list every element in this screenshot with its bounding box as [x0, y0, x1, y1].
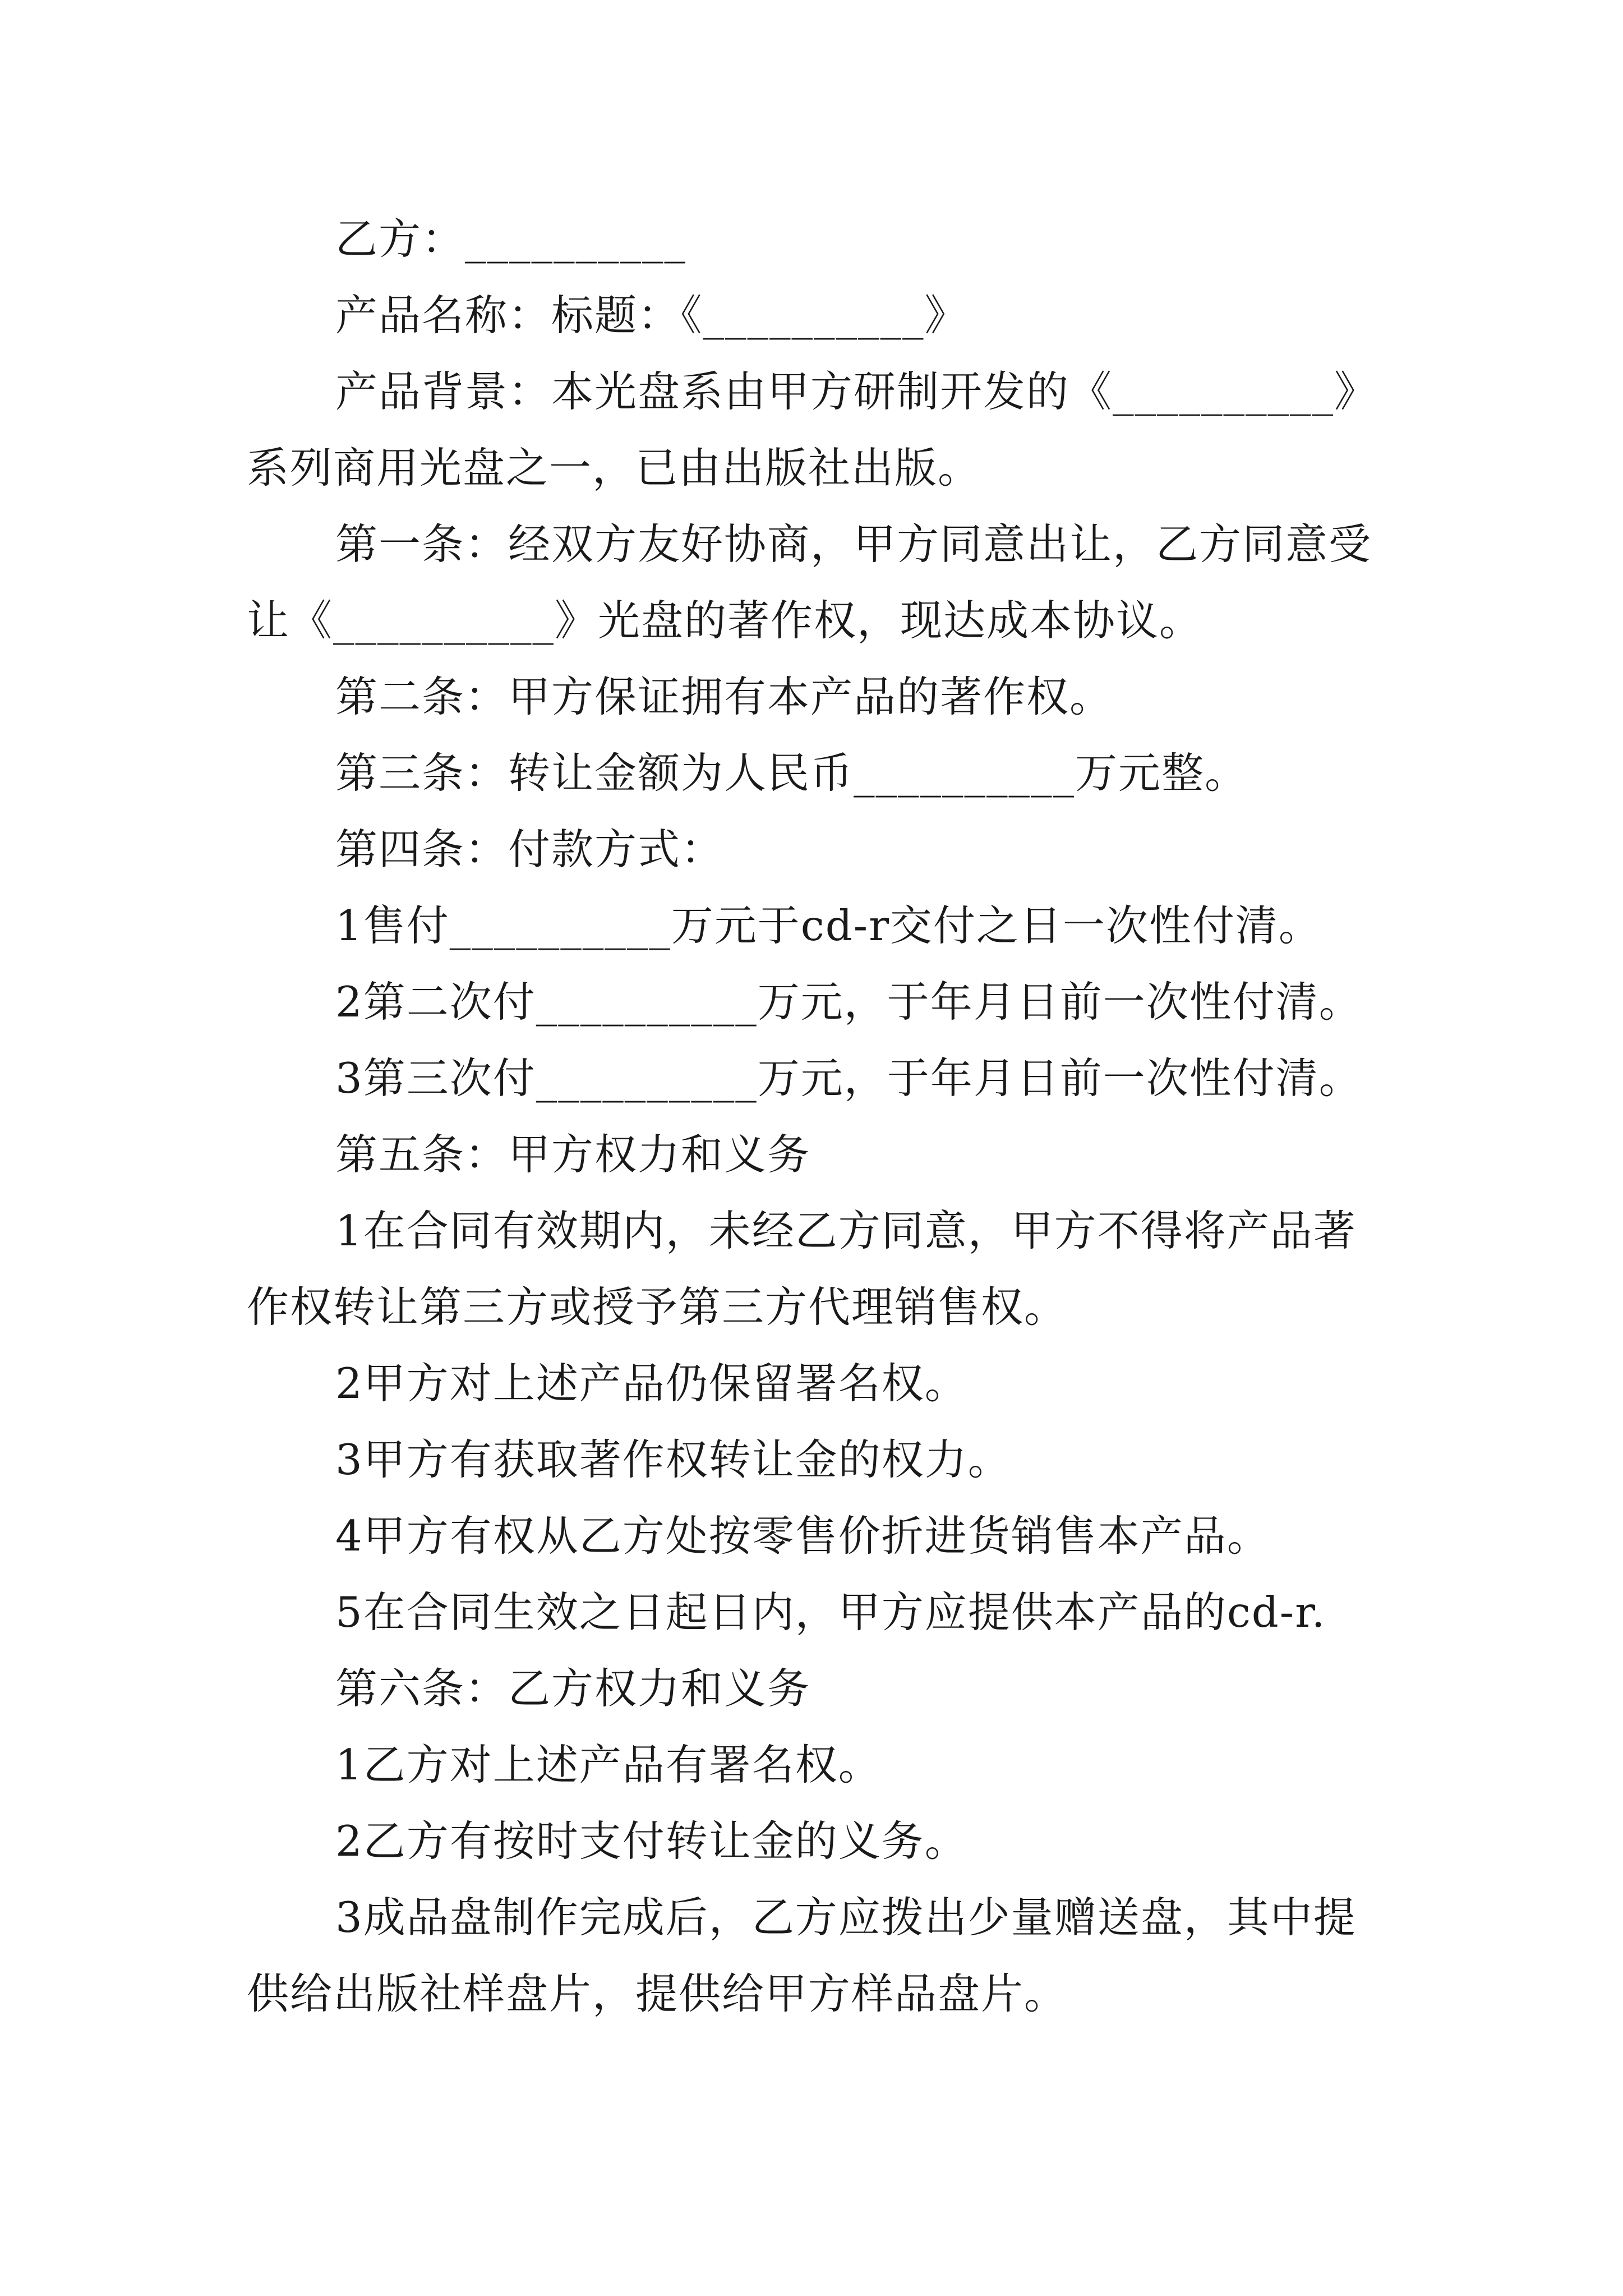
payment-item-1: 1售付__________万元于cd-r交付之日一次性付清。 — [335, 901, 1322, 950]
party-b-item-3: 3成品盘制作完成后，乙方应拨出少量赠送盘，其中提供给出版社样盘片，提供给甲方样品盘片。 — [247, 1893, 1357, 2018]
party-b-item-2: 2乙方有按时支付转让金的义务。 — [335, 1816, 968, 1866]
article-4-heading: 第四条：付款方式： — [335, 825, 725, 874]
product-background: 产品背景：本光盘系由甲方研制开发的《__________》系列商用光盘之一，已由出版社出版。 — [247, 367, 1378, 493]
document-page — [247, 201, 1391, 2032]
party-a-item-2: 2甲方对上述产品仍保留署名权。 — [335, 1359, 968, 1408]
article-6-heading: 第六条：乙方权力和义务 — [335, 1664, 811, 1713]
party-b-line: 乙方：__________ — [335, 214, 687, 264]
party-a-item-5: 5在合同生效之日起日内，甲方应提供本产品的cd-r. — [335, 1588, 1326, 1637]
article-3: 第三条：转让金额为人民币__________万元整。 — [335, 748, 1248, 798]
payment-item-2: 2第二次付__________万元，于年月日前一次性付清。 — [335, 977, 1362, 1027]
party-a-item-3: 3甲方有获取著作权转让金的权力。 — [335, 1435, 1011, 1484]
article-2: 第二条：甲方保证拥有本产品的著作权。 — [335, 672, 1113, 721]
party-a-item-4: 4甲方有权从乙方处按零售价折进货销售本产品。 — [335, 1511, 1270, 1561]
article-1: 第一条：经双方友好协商，甲方同意出让，乙方同意受让《__________》光盘的著作权，现达成本协议。 — [247, 519, 1372, 645]
payment-item-3: 3第三次付__________万元，于年月日前一次性付清。 — [335, 1053, 1362, 1103]
party-b-item-1: 1乙方对上述产品有署名权。 — [335, 1740, 882, 1789]
product-name-line: 产品名称：标题：《__________》 — [335, 291, 968, 340]
article-5-heading: 第五条：甲方权力和义务 — [335, 1130, 811, 1179]
party-a-item-1: 1在合同有效期内，未经乙方同意，甲方不得将产品著作权转让第三方或授予第三方代理销售权。 — [247, 1206, 1357, 1332]
